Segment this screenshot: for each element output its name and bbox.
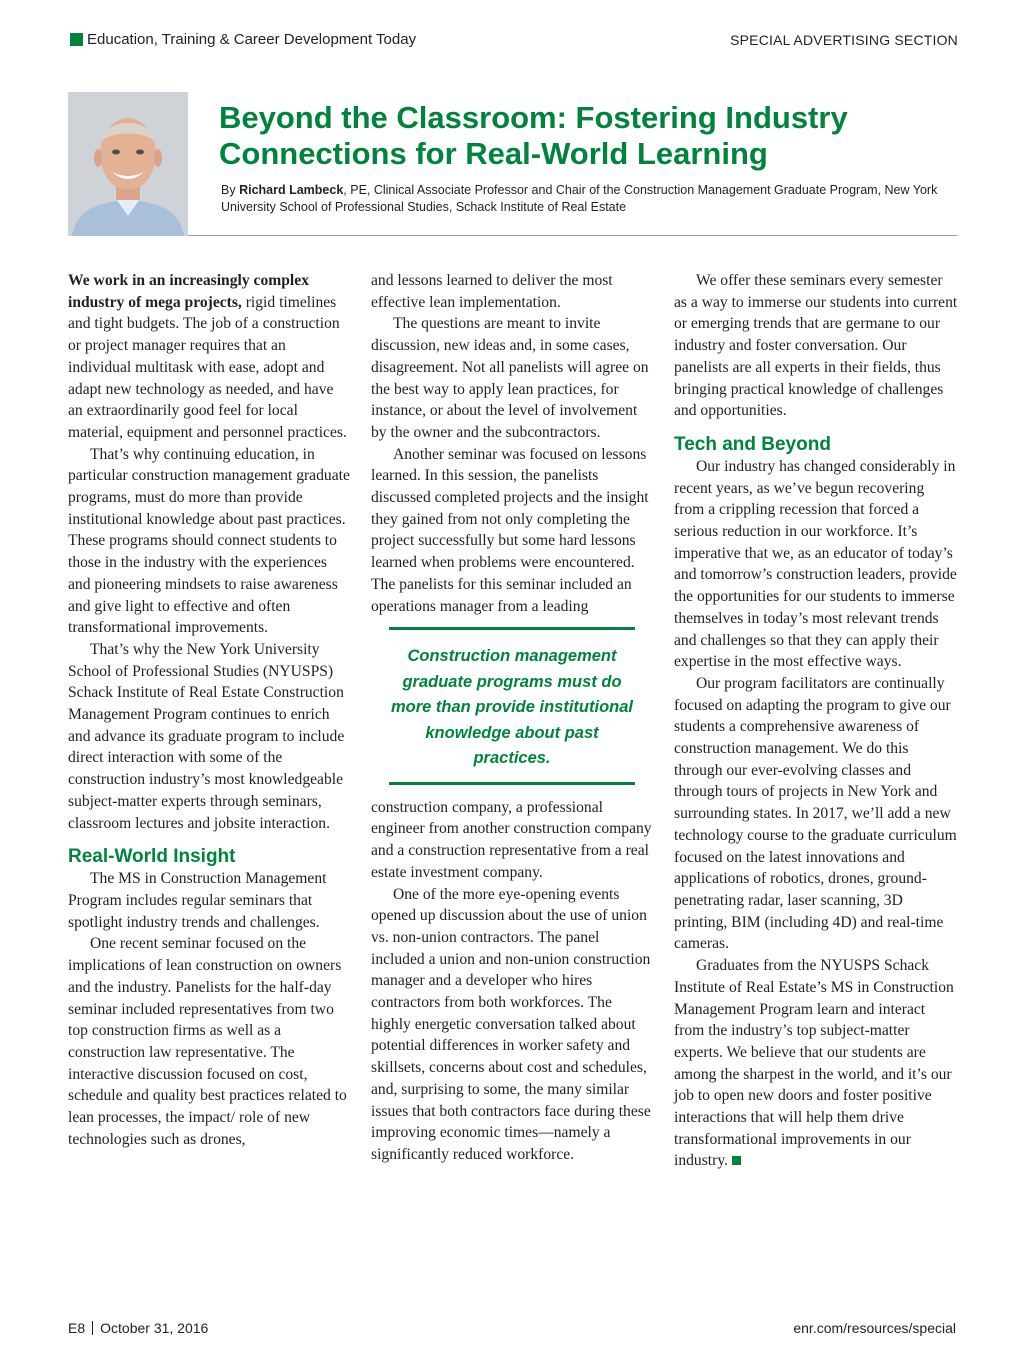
paragraph: Our program facilitators are continually focused on adapting the program to give our students a comprehensive awareness of construction management. We do this through our ever-evolving classes and through tours of projects in New York and surrounding states. In 2017, we’ll add a new technology course to the graduate curriculum focused on the latest innovations and applications of robotics, drones, ground-penetrating radar, laser scanning, 3D printing, BIM (including 4D) and real-time cameras.	[674, 674, 957, 953]
paragraph: That’s why the New York University School of Professional Studies (NYUSPS) Schack Institute of Real Estate Construction Management Program continues to enrich and advance its graduate program to include direct interaction with some of the construction industry’s most knowledgeable subject-matter experts through seminars, classroom lectures and jobsite interaction.	[68, 640, 345, 832]
paragraph: The MS in Construction Management Program includes regular seminars that spotlight industry trends and challenges.	[68, 870, 327, 931]
lead-in: We work in an increasingly complex industry of mega projects,	[68, 272, 309, 311]
section-header	[70, 31, 416, 48]
paragraph: We offer these seminars every semester as a way to immerse our students into current or emerging trends that are germane to our industry and foster conversation. Our panelists are all experts in their fields, thus bringing practical knowledge of challenges and opportunities.	[674, 272, 958, 420]
section-square-icon	[70, 33, 83, 46]
column-3	[674, 270, 958, 1172]
column-2	[371, 270, 655, 1166]
byline-prefix: By	[221, 183, 240, 197]
end-mark-icon	[732, 1156, 741, 1165]
footer-separator	[92, 1321, 93, 1335]
footer-url: enr.com/resources/special	[793, 1320, 956, 1336]
author-name: Richard Lambeck	[239, 183, 344, 197]
paragraph: Our industry has changed considerably in recent years, as we’ve begun recovering from a crippling recession that forced a serious reduction in our workforce. It’s imperative that we, as an educator of today’s and tomorrow’s construction leaders, provide the opportunities for our students to immerse themselves in today’s most relevant trends and challenges so that they can apply their expertise in the most effective ways.	[674, 457, 957, 671]
section-title: Education, Training & Career Development Today	[87, 31, 417, 48]
paragraph: and lessons learned to deliver the most effective lean implementation.	[371, 272, 613, 311]
subhead-tech-and-beyond: Tech and Beyond	[674, 433, 831, 455]
paragraph-final	[674, 955, 958, 1172]
byline	[221, 182, 961, 216]
paragraph-text: rigid timelines and tight budgets. The job of a construction or project manager requires that an individual multitask with ease, adopt and adapt new technology as needed, and have an extraordinarily good feel for local material, equipment and personnel practices.	[68, 293, 347, 441]
issue-date: October 31, 2016	[100, 1320, 209, 1336]
article-title: Beyond the Classroom: Fostering Industry Connections for Real-World Learning	[219, 100, 848, 171]
paragraph: One recent seminar focused on the implications of lean construction on owners and the industry. Panelists for the half-day seminar included representatives from two top construction firms as well as a construction law representative. The interactive discussion focused on cost, schedule and quality best practices related to lean processes, the impact/ role of new technologies such as drones,	[68, 935, 347, 1148]
author-photo	[68, 92, 188, 236]
paragraph-text: Graduates from the NYUSPS Schack Institute of Real Estate’s MS in Construction Management Program learn and interact from the industry’s top subject-matter experts. We believe that our students are among the sharpest in the world, and it’s our job to open new doors and foster positive interactions that will help them drive transformational improvements in our industry.	[674, 957, 954, 1170]
header-divider	[188, 235, 957, 236]
pull-quote: Construction management graduate programs must do more than provide institutional knowledge about past practices.	[389, 627, 635, 785]
author-portrait-icon	[68, 92, 188, 236]
page-number: E8	[68, 1320, 86, 1336]
paragraph: The questions are meant to invite discussion, new ideas and, in some cases, disagreement. Not all panelists will agree on the best way to apply lean practices, for instance, or about the level of involvement by the owner and the subcontractors.	[371, 315, 649, 441]
subhead-real-world-insight: Real-World Insight	[68, 846, 236, 868]
paragraph: Another seminar was focused on lessons learned. In this session, the panelists discussed completed projects and the insight they gained from not only completing the project successfully but some hard lessons learned when problems were encountered. The panelists for this seminar included an operations manager from a leading	[371, 445, 649, 615]
author-credentials: , PE, Clinical Associate Professor and Chair of the Construction Management Graduate Program, New York University School of Professional Studies, Schack Institute of Real Estate	[221, 183, 938, 214]
special-section-label: SPECIAL ADVERTISING SECTION	[730, 32, 958, 48]
paragraph: That’s why continuing education, in particular construction management graduate programs, must do more than provide institutional knowledge about past practices. These programs should connect students to those in the industry with the experiences and pioneering mindsets to raise awareness and give light to effective and often transformational improvements.	[68, 445, 350, 637]
column-1	[68, 270, 352, 1150]
paragraph: One of the more eye-opening events opened up discussion about the use of union vs. non-union contractors. The panel included a union and non-union construction manager and a developer who hires contractors from both workforces. The highly energetic conversation talked about potential differences in worker safety and skillsets, concerns about cost and schedules, and, surprising to some, the many similar issues that both contractors face during these improving economic times—namely a significantly reduced workforce.	[371, 885, 651, 1163]
page-footer-left	[68, 1320, 208, 1336]
paragraph: construction company, a professional engineer from another construction company and a construction representative from a real estate investment company.	[371, 798, 652, 881]
paragraph	[68, 270, 352, 444]
